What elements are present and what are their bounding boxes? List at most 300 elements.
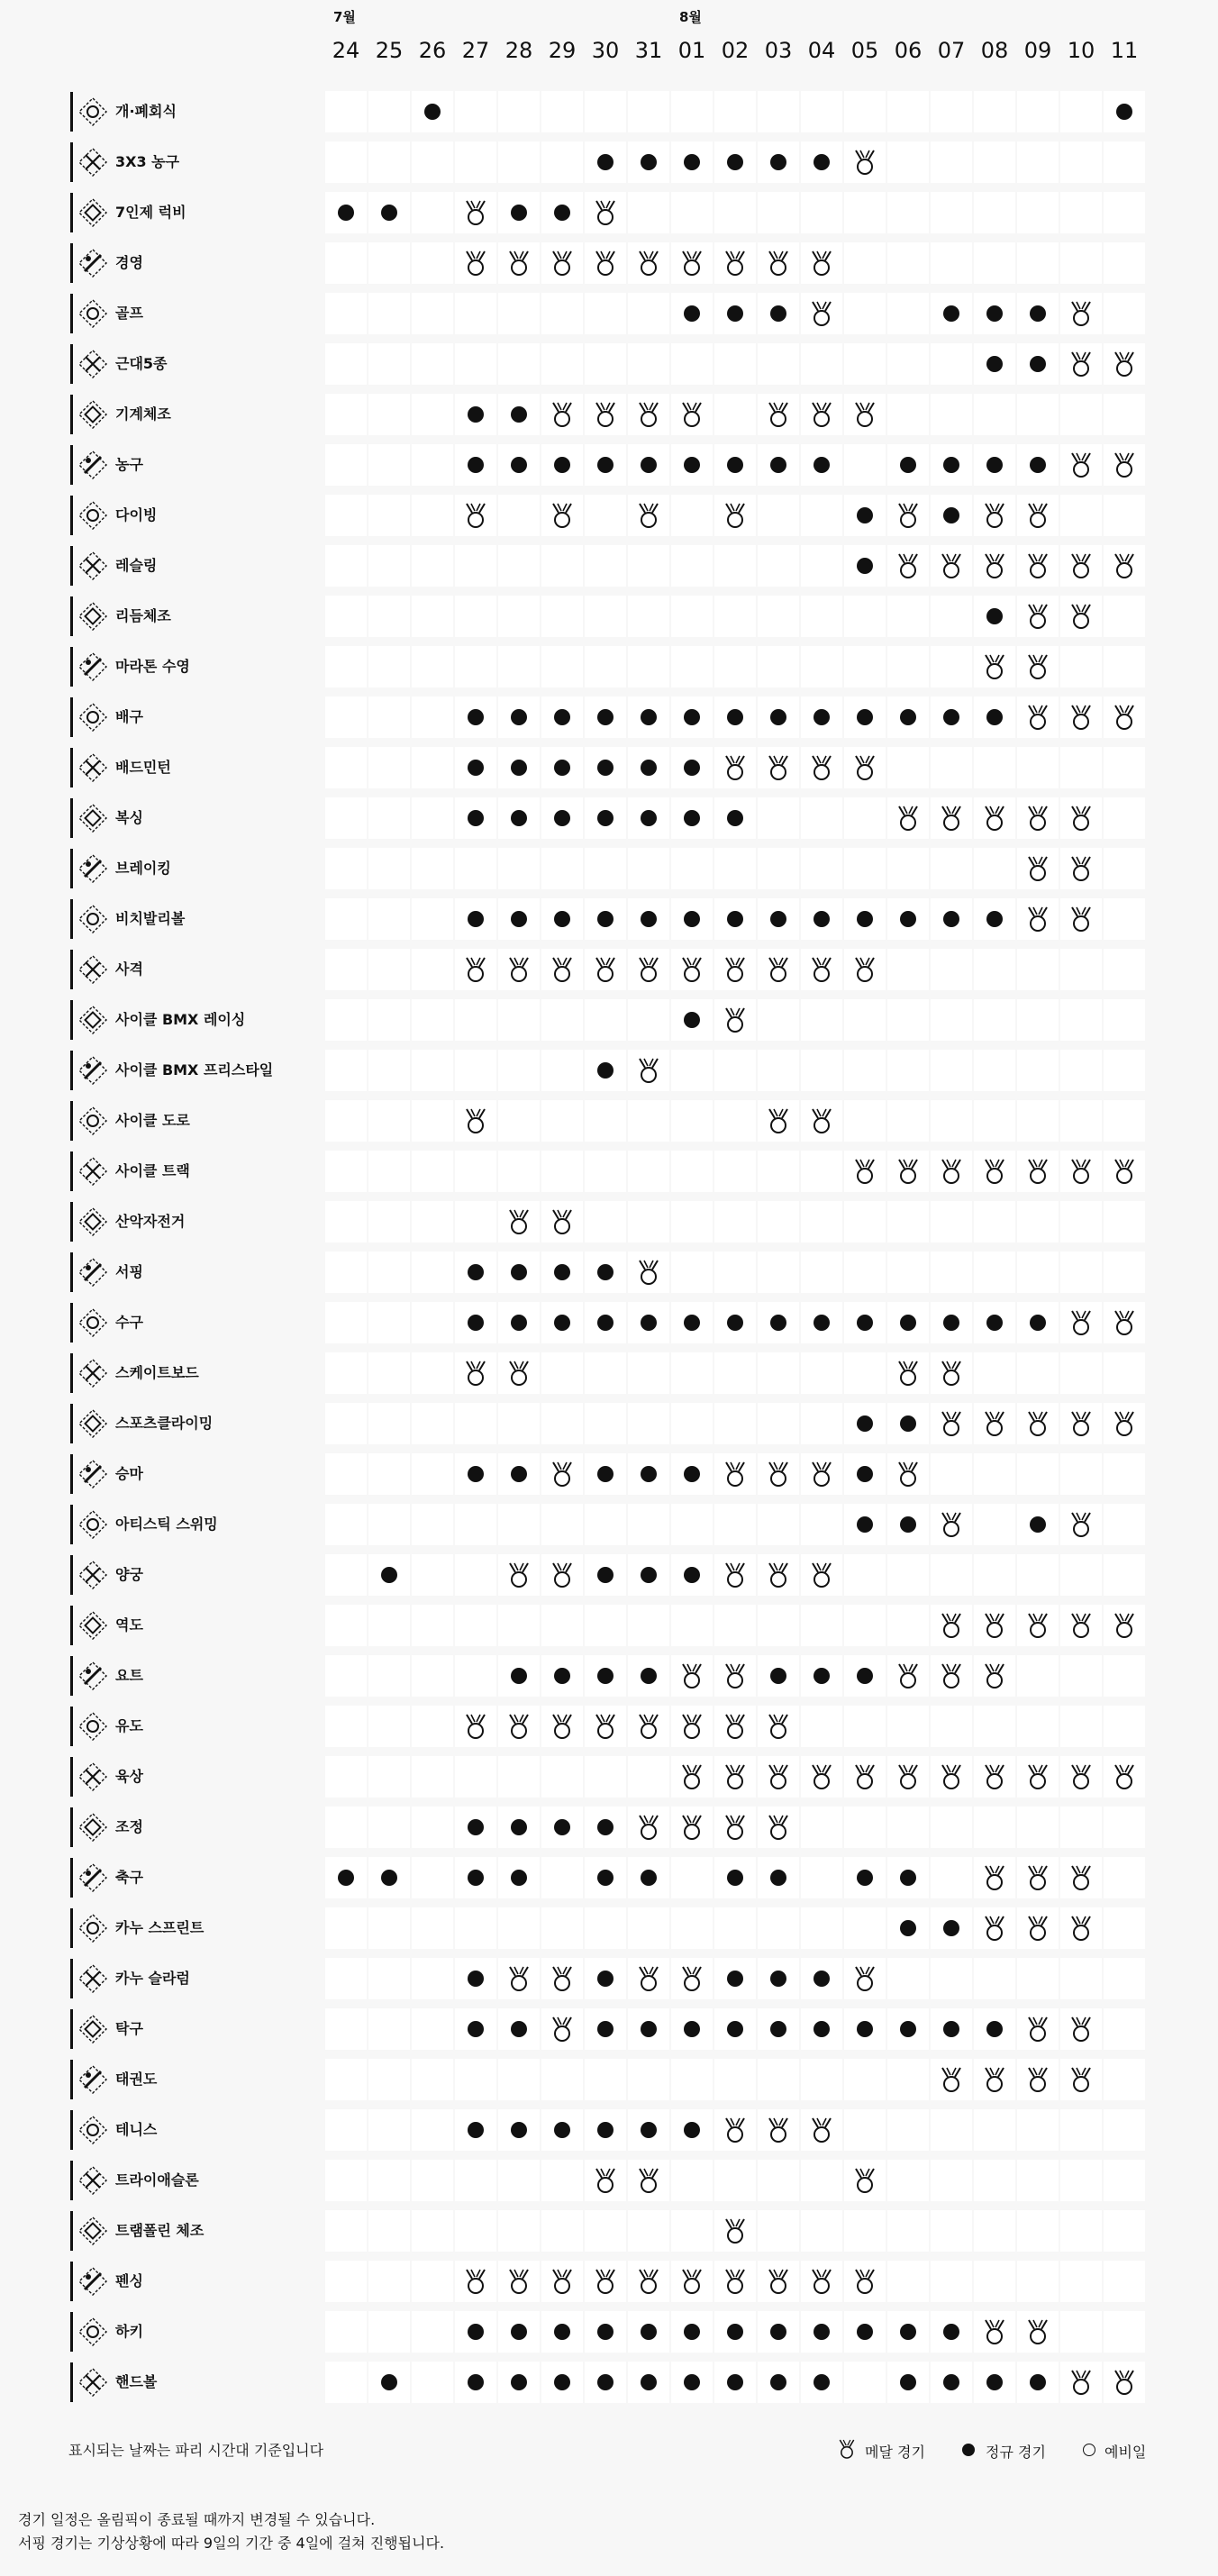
day-cell	[671, 1252, 713, 1293]
day-cell	[455, 495, 496, 536]
row-marker	[70, 2211, 73, 2251]
medal-event-icon	[723, 1713, 747, 1740]
sport-row	[70, 642, 1146, 692]
day-cell	[412, 2261, 453, 2302]
regular-event-dot	[857, 2021, 873, 2037]
medal-event-icon	[767, 1461, 790, 1488]
medal-event-icon	[1069, 1410, 1093, 1437]
day-cell	[541, 444, 583, 486]
regular-event-dot	[943, 709, 959, 725]
day-cell	[325, 949, 367, 990]
day-cell	[758, 1050, 799, 1091]
day-cell	[758, 1706, 799, 1747]
day-cell	[671, 1958, 713, 1999]
medal-event-icon	[1069, 603, 1093, 630]
day-cell	[931, 495, 972, 536]
day-cell	[887, 1907, 929, 1949]
day-cell	[325, 1756, 367, 1798]
regular-event-dot	[597, 2021, 614, 2037]
day-cell	[931, 797, 972, 839]
day-cell	[455, 949, 496, 990]
regular-event-dot	[597, 1819, 614, 1835]
medal-event-icon	[853, 754, 877, 781]
regular-event-dot	[511, 1264, 527, 1280]
day-cell	[1060, 2210, 1102, 2252]
medal-event-icon	[464, 956, 487, 983]
medal-event-icon	[723, 502, 747, 529]
regular-event-dot	[770, 2324, 786, 2340]
row-marker	[70, 899, 73, 939]
regular-event-dot	[943, 1920, 959, 1936]
day-cell	[974, 495, 1015, 536]
day-cell	[887, 797, 929, 839]
day-cell	[498, 545, 540, 587]
day-cell	[714, 2109, 756, 2151]
day-cell	[541, 2160, 583, 2201]
medal-event-icon	[1069, 300, 1093, 327]
day-cell	[1017, 1706, 1059, 1747]
medal-event-icon	[1113, 1612, 1136, 1639]
sport-row	[70, 490, 1146, 541]
day-cell	[368, 343, 410, 385]
day-cell	[1104, 2311, 1145, 2353]
sport-row	[70, 1499, 1146, 1550]
day-cell	[1060, 2008, 1102, 2050]
day-cell	[541, 1907, 583, 1949]
medal-event-icon	[723, 1561, 747, 1588]
day-cell	[412, 1706, 453, 1747]
sport-name: 핸드볼	[115, 2373, 158, 2390]
day-cell	[671, 1151, 713, 1192]
day-cell	[1017, 1907, 1059, 1949]
day-cell	[714, 1554, 756, 1596]
day-label: 06	[894, 38, 923, 63]
regular-event-dot	[597, 1315, 614, 1331]
day-cell	[887, 1352, 929, 1394]
day-cell	[412, 1302, 453, 1343]
day-cell	[1017, 1050, 1059, 1091]
medal-event-icon	[723, 754, 747, 781]
day-cell	[368, 747, 410, 788]
regular-event-dot	[511, 760, 527, 776]
day-cell	[671, 242, 713, 284]
day-cell	[325, 1252, 367, 1293]
breaking-icon	[77, 853, 108, 884]
medal-event-icon	[767, 401, 790, 428]
day-cell	[628, 797, 669, 839]
day-cell	[1060, 2160, 1102, 2201]
sport-name: 아티스틱 스위밍	[115, 1516, 218, 1533]
day-cell	[368, 1554, 410, 1596]
regular-event-dot	[900, 2324, 916, 2340]
day-cell	[887, 1706, 929, 1747]
regular-event-dot	[1116, 104, 1132, 120]
day-cell	[758, 495, 799, 536]
day-cell	[1017, 646, 1059, 687]
day-cell	[1104, 2109, 1145, 2151]
medal-event-icon	[550, 2268, 574, 2295]
day-cell	[887, 1605, 929, 1646]
medal-event-icon	[464, 2268, 487, 2295]
day-cell	[671, 2109, 713, 2151]
day-cell	[931, 1302, 972, 1343]
row-marker	[70, 1000, 73, 1040]
day-cell	[974, 747, 1015, 788]
day-cell	[1017, 1857, 1059, 1898]
day-cell	[801, 999, 842, 1041]
regular-event-dot	[986, 457, 1003, 473]
volleyball-icon	[77, 702, 108, 733]
day-cell	[931, 1201, 972, 1242]
day-cell	[844, 1151, 886, 1192]
day-cell	[368, 141, 410, 183]
regular-event-dot	[814, 1971, 830, 1987]
day-cell	[844, 2059, 886, 2100]
regular-event-dot	[597, 911, 614, 927]
sport-name: 사이클 BMX 프리스타일	[115, 1061, 274, 1079]
medal-event-icon	[680, 956, 704, 983]
day-cell	[368, 242, 410, 284]
day-cell	[541, 2210, 583, 2252]
medal-event-icon	[723, 2217, 747, 2244]
medal-event-icon	[680, 1814, 704, 1841]
day-cell	[325, 1302, 367, 1343]
day-cell	[714, 1050, 756, 1091]
sport-row	[70, 1600, 1146, 1651]
regular-event-dot	[770, 1668, 786, 1684]
medal-event-icon	[637, 956, 660, 983]
medal-event-icon	[637, 1965, 660, 1992]
day-cell	[1060, 1605, 1102, 1646]
day-cell	[1017, 545, 1059, 587]
day-cell	[801, 1201, 842, 1242]
day-cell	[974, 2059, 1015, 2100]
day-cell	[887, 1655, 929, 1697]
day-cell	[455, 1958, 496, 1999]
medal-event-icon	[594, 2167, 617, 2194]
day-cell	[1017, 1605, 1059, 1646]
medal-event-icon	[550, 1965, 574, 1992]
day-cell	[801, 949, 842, 990]
day-cell	[325, 444, 367, 486]
sport-row	[70, 2155, 1146, 2206]
day-cell	[931, 394, 972, 435]
day-cell	[974, 1252, 1015, 1293]
row-marker	[70, 1908, 73, 1948]
day-cell	[887, 1807, 929, 1848]
day-cell	[325, 1554, 367, 1596]
medal-icon	[838, 2438, 856, 2460]
badminton-icon	[77, 752, 108, 783]
day-cell	[887, 91, 929, 132]
regular-event-dot	[1030, 2374, 1046, 2390]
day-cell	[931, 1857, 972, 1898]
regular-event-dot	[1030, 457, 1046, 473]
day-cell	[455, 1453, 496, 1495]
day-cell	[325, 1050, 367, 1091]
day-cell	[541, 2008, 583, 2050]
day-cell	[585, 192, 626, 233]
day-cell	[671, 797, 713, 839]
sport-row	[70, 1550, 1146, 1600]
hockey-icon	[77, 2317, 108, 2347]
regular-event-dot	[727, 2374, 743, 2390]
medal-event-icon	[810, 1561, 833, 1588]
day-cell	[844, 1958, 886, 1999]
day-cell	[1017, 444, 1059, 486]
regular-event-dot	[597, 1971, 614, 1987]
day-cell	[628, 141, 669, 183]
regular-event-dot	[770, 1315, 786, 1331]
sport-row	[70, 692, 1146, 742]
day-cell	[498, 1706, 540, 1747]
regular-event-dot	[857, 1668, 873, 1684]
row-marker	[70, 697, 73, 737]
regular-event-dot	[511, 2122, 527, 2138]
day-cell	[1104, 1302, 1145, 1343]
day-cell	[541, 1807, 583, 1848]
day-cell	[844, 394, 886, 435]
sport-name: 브레이킹	[115, 860, 171, 877]
day-cell	[671, 2261, 713, 2302]
day-cell	[758, 2311, 799, 2353]
day-cell	[887, 2362, 929, 2403]
day-cell	[1017, 495, 1059, 536]
row-marker	[70, 1858, 73, 1898]
day-cell	[628, 192, 669, 233]
day-cell	[714, 1453, 756, 1495]
day-cell	[541, 1302, 583, 1343]
day-cell	[1060, 949, 1102, 990]
regular-event-dot	[641, 810, 657, 826]
day-cell	[844, 495, 886, 536]
day-cell	[714, 2059, 756, 2100]
day-cell	[368, 2261, 410, 2302]
day-cell	[368, 1050, 410, 1091]
day-cell	[628, 2362, 669, 2403]
day-cell	[1060, 1756, 1102, 1798]
day-cell	[628, 898, 669, 940]
row-marker	[70, 243, 73, 283]
medal-event-icon	[1069, 552, 1093, 579]
regular-event-dot	[986, 911, 1003, 927]
day-cell	[801, 848, 842, 889]
medal-event-icon	[983, 502, 1006, 529]
regular-event-dot	[338, 1870, 354, 1886]
timezone-note: 표시되는 날짜는 파리 시간대 기준입니다	[68, 2442, 324, 2459]
day-cell	[801, 1706, 842, 1747]
day-cell	[1017, 91, 1059, 132]
sport-name: 트라이애슬론	[115, 2171, 199, 2189]
day-cell	[368, 949, 410, 990]
day-cell	[714, 797, 756, 839]
skateboarding-icon	[77, 1358, 108, 1388]
regular-event-dot	[554, 205, 570, 221]
shooting-icon	[77, 954, 108, 985]
day-cell	[585, 1958, 626, 1999]
regular-event-dot	[554, 760, 570, 776]
regular-event-dot	[468, 1819, 484, 1835]
day-cell	[455, 343, 496, 385]
sport-name: 스케이트보드	[115, 1364, 199, 1381]
day-cell	[541, 141, 583, 183]
day-cell	[585, 1252, 626, 1293]
day-cell	[541, 1504, 583, 1545]
row-marker	[70, 1656, 73, 1696]
day-cell	[1060, 91, 1102, 132]
medal-event-icon	[723, 250, 747, 277]
day-cell	[455, 1605, 496, 1646]
day-cell	[758, 1453, 799, 1495]
regular-event-dot	[381, 2374, 397, 2390]
day-cell	[974, 293, 1015, 334]
row-marker	[70, 1505, 73, 1544]
day-cell	[541, 1958, 583, 1999]
regular-event-dot	[900, 1920, 916, 1936]
regular-event-dot	[986, 709, 1003, 725]
day-cell	[1104, 1554, 1145, 1596]
day-cell	[368, 1201, 410, 1242]
sport-name: 서핑	[115, 1263, 143, 1280]
day-cell	[844, 949, 886, 990]
ceremony-icon	[77, 96, 108, 127]
day-cell	[931, 2008, 972, 2050]
day-cell	[1060, 141, 1102, 183]
medal-event-icon	[680, 1763, 704, 1790]
regular-event-dot	[641, 1466, 657, 1482]
day-cell	[974, 2160, 1015, 2201]
row-marker	[70, 344, 73, 384]
regular-event-dot	[857, 2324, 873, 2340]
wrestling-icon	[77, 551, 108, 581]
day-cell	[758, 646, 799, 687]
day-cell	[714, 444, 756, 486]
taekwondo-icon	[77, 2064, 108, 2095]
day-cell	[671, 1453, 713, 1495]
day-cell	[498, 1201, 540, 1242]
day-cell	[671, 848, 713, 889]
day-cell	[844, 1050, 886, 1091]
day-cell	[628, 2311, 669, 2353]
medal-event-icon	[1113, 704, 1136, 731]
day-cell	[1104, 1706, 1145, 1747]
sport-name: 사격	[115, 960, 143, 978]
day-cell	[412, 1504, 453, 1545]
regular-event-dot	[770, 709, 786, 725]
day-cell	[801, 2261, 842, 2302]
regular-event-dot	[814, 2374, 830, 2390]
day-cell	[844, 242, 886, 284]
day-cell	[628, 1201, 669, 1242]
day-cell	[1017, 2210, 1059, 2252]
regular-event-dot	[684, 1567, 700, 1583]
day-cell	[844, 596, 886, 637]
legend-regular	[962, 2438, 1052, 2463]
medal-event-icon	[723, 1006, 747, 1033]
day-cell	[585, 1706, 626, 1747]
day-cell	[931, 1605, 972, 1646]
day-label: 02	[721, 38, 750, 63]
day-cell	[1060, 1302, 1102, 1343]
sport-name: 사이클 BMX 레이싱	[115, 1011, 246, 1028]
day-cell	[1104, 1352, 1145, 1394]
day-cell	[1017, 1151, 1059, 1192]
regular-event-dot	[511, 2021, 527, 2037]
day-cell	[325, 1958, 367, 1999]
day-cell	[628, 242, 669, 284]
day-cell	[455, 646, 496, 687]
day-cell	[844, 2109, 886, 2151]
day-cell	[1104, 444, 1145, 486]
day-cell	[455, 192, 496, 233]
day-cell	[801, 2109, 842, 2151]
medal-event-icon	[1113, 2369, 1136, 2396]
row-marker	[70, 2009, 73, 2049]
day-cell	[455, 2059, 496, 2100]
medal-event-icon	[723, 1763, 747, 1790]
medal-event-icon	[983, 1158, 1006, 1185]
sport-name: 비치발리볼	[115, 910, 186, 927]
day-cell	[1104, 1100, 1145, 1142]
sport-name: 탁구	[115, 2020, 143, 2037]
day-cell	[541, 495, 583, 536]
day-cell	[585, 1302, 626, 1343]
day-cell	[714, 91, 756, 132]
sport-row	[70, 137, 1146, 187]
day-cell	[325, 999, 367, 1041]
day-label: 01	[677, 38, 706, 63]
medal-event-icon	[1069, 906, 1093, 933]
medal-event-icon	[940, 1612, 963, 1639]
day-cell	[541, 2109, 583, 2151]
day-cell	[585, 1655, 626, 1697]
medal-event-icon	[1069, 704, 1093, 731]
day-cell	[801, 141, 842, 183]
medal-event-icon	[1113, 451, 1136, 478]
regular-event-dot	[511, 1668, 527, 1684]
day-cell	[628, 1100, 669, 1142]
row-marker	[70, 445, 73, 485]
medal-event-icon	[810, 250, 833, 277]
day-cell	[1017, 2059, 1059, 2100]
day-cell	[887, 444, 929, 486]
medal-event-icon	[1069, 1511, 1093, 1538]
regular-event-dot	[597, 2324, 614, 2340]
day-cell	[844, 1706, 886, 1747]
regular-event-dot	[641, 2374, 657, 2390]
day-cell	[455, 242, 496, 284]
athletics-icon	[77, 1761, 108, 1792]
regular-event-dot	[554, 2374, 570, 2390]
regular-event-dot	[900, 1870, 916, 1886]
day-cell	[931, 2362, 972, 2403]
canoe-sprint-icon	[77, 1913, 108, 1943]
day-cell	[412, 2008, 453, 2050]
3x3-basketball-icon	[77, 147, 108, 177]
day-cell	[714, 1807, 756, 1848]
sport-name: 산악자전거	[115, 1213, 186, 1230]
regular-event-dot	[641, 1870, 657, 1886]
day-cell	[585, 1907, 626, 1949]
day-cell	[974, 1504, 1015, 1545]
regular-event-dot	[770, 154, 786, 170]
sport-climbing-icon	[77, 1408, 108, 1439]
day-cell	[758, 1352, 799, 1394]
regular-event-dot	[814, 2021, 830, 2037]
day-cell	[714, 545, 756, 587]
day-cell	[325, 1201, 367, 1242]
day-cell	[1060, 2311, 1102, 2353]
